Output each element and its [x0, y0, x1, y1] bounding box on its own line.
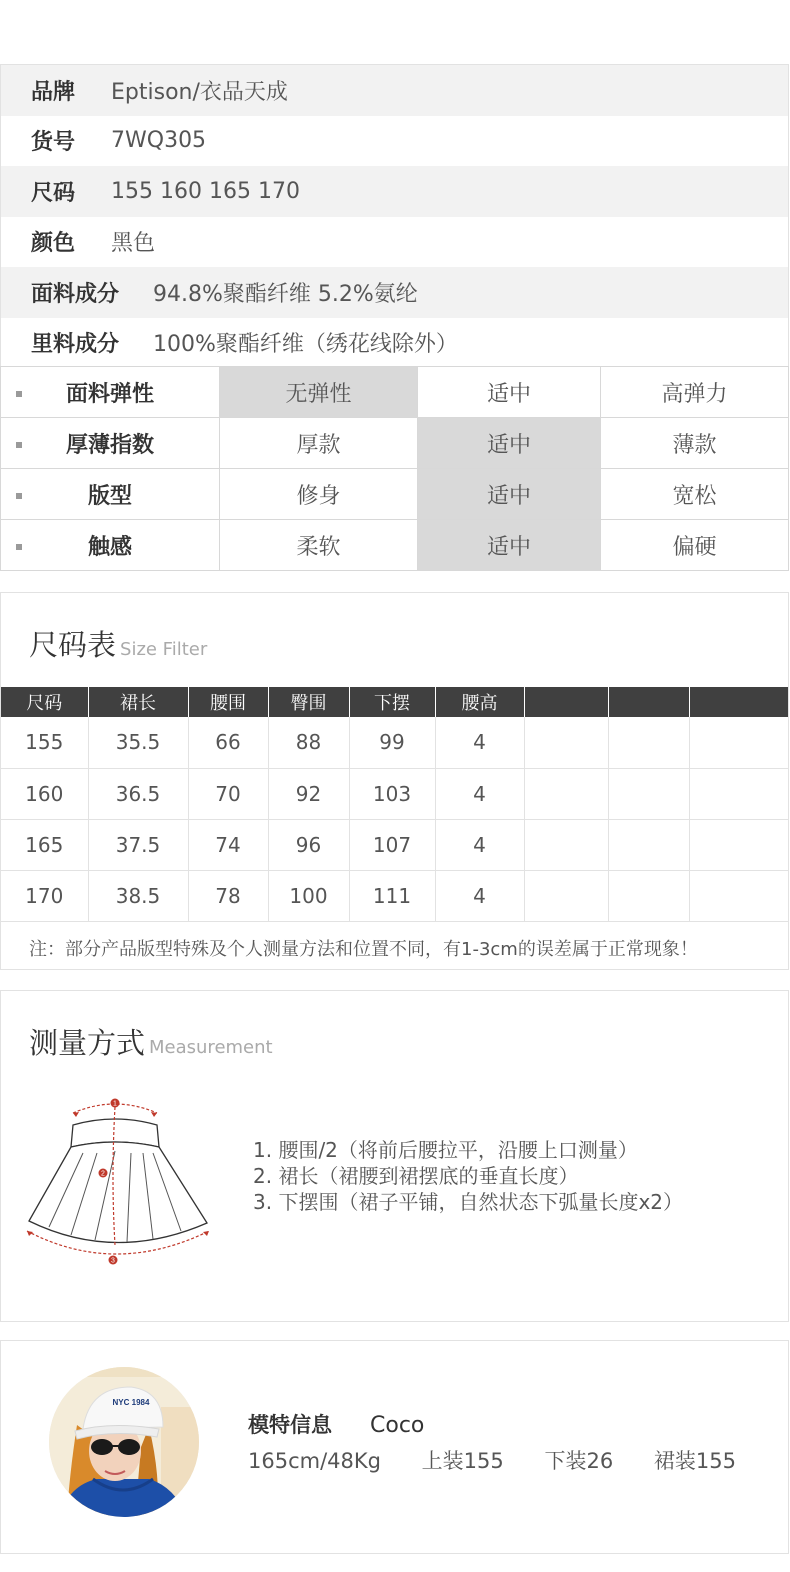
property-option: 薄款: [601, 418, 789, 469]
svg-text:2: 2: [101, 1170, 105, 1178]
bullet-icon: [16, 544, 22, 550]
table-cell: 155: [1, 717, 88, 768]
model-stats: [248, 1445, 770, 1475]
table-cell: 100: [268, 870, 349, 921]
measurement-step: 1. 腰围/2（将前后腰拉平，沿腰上口测量）: [253, 1138, 638, 1162]
model-label: 模特信息: [248, 1413, 332, 1437]
skirt-diagram: [23, 1097, 218, 1267]
property-row-elasticity: [1, 367, 789, 418]
property-option: 偏硬: [601, 520, 789, 571]
model-section: [0, 1340, 789, 1554]
table-cell: [689, 768, 788, 819]
table-cell: 35.5: [88, 717, 188, 768]
table-cell: 74: [188, 819, 268, 870]
property-option: 宽松: [601, 469, 789, 520]
table-cell: 70: [188, 768, 268, 819]
model-name: Coco: [370, 1413, 425, 1438]
measurement-steps: [253, 1137, 683, 1215]
info-value: 7WQ305: [111, 128, 207, 154]
info-key: 品牌: [31, 79, 76, 105]
table-row: [1, 717, 788, 768]
table-cell: 4: [435, 768, 524, 819]
property-label: 触感: [1, 520, 220, 571]
size-table-header: [1, 687, 788, 717]
info-value: 100%聚酯纤维（绣花线除外）: [153, 332, 458, 358]
property-label: 版型: [1, 469, 220, 520]
table-cell: 103: [349, 768, 435, 819]
size-chart-section: [0, 592, 789, 970]
column-header: 尺码: [1, 687, 88, 717]
table-cell: [608, 819, 689, 870]
product-info: [0, 64, 789, 368]
bullet-icon: [16, 493, 22, 499]
table-cell: 4: [435, 819, 524, 870]
property-option: 无弹性: [220, 367, 418, 418]
section-title: 测量方式 Measurement: [29, 1026, 273, 1060]
info-row-fabric: [1, 267, 788, 318]
model-height-weight: 165cm/48Kg: [248, 1449, 381, 1473]
table-cell: 38.5: [88, 870, 188, 921]
svg-text:1: 1: [113, 1100, 117, 1108]
table-cell: [689, 870, 788, 921]
column-header: 下摆: [349, 687, 435, 717]
svg-text:3: 3: [111, 1257, 115, 1265]
properties-table: [0, 366, 789, 571]
table-cell: [524, 717, 608, 768]
model-bottom-size: 下装26: [544, 1449, 614, 1473]
table-cell: 107: [349, 819, 435, 870]
info-row-size: [1, 166, 788, 217]
info-row-brand: [1, 65, 788, 116]
info-row-sku: [1, 116, 788, 167]
property-row-fit: [1, 469, 789, 520]
table-cell: 160: [1, 768, 88, 819]
info-key: 颜色: [31, 231, 76, 257]
measurement-step: 3. 下摆围（裙子平铺，自然状态下弧量长度x2）: [253, 1190, 683, 1214]
info-value: 94.8%聚酯纤维 5.2%氨纶: [153, 281, 418, 307]
section-title: 尺码表 Size Filter: [29, 628, 208, 662]
table-row: [1, 819, 788, 870]
property-row-thickness: [1, 418, 789, 469]
table-cell: 78: [188, 870, 268, 921]
table-cell: [608, 768, 689, 819]
table-cell: [524, 768, 608, 819]
property-row-feel: [1, 520, 789, 571]
info-key: 尺码: [31, 180, 76, 206]
table-cell: 170: [1, 870, 88, 921]
table-cell: [608, 870, 689, 921]
model-photo: [49, 1367, 199, 1517]
model-avatar: [49, 1367, 199, 1517]
property-option: 适中: [418, 418, 601, 469]
size-table: [1, 687, 788, 922]
measurement-section: [0, 990, 789, 1322]
table-row: [1, 768, 788, 819]
model-skirt-size: 裙装155: [653, 1449, 736, 1473]
column-header: 臀围: [268, 687, 349, 717]
column-header: [524, 687, 608, 717]
property-option: 适中: [418, 367, 601, 418]
table-cell: 96: [268, 819, 349, 870]
table-cell: 4: [435, 870, 524, 921]
property-label: 面料弹性: [1, 367, 220, 418]
property-option: 柔软: [220, 520, 418, 571]
info-key: 货号: [31, 130, 76, 156]
model-name-row: [248, 1409, 424, 1439]
info-value: 黑色: [111, 231, 156, 257]
table-cell: 88: [268, 717, 349, 768]
model-top-size: 上装155: [421, 1449, 504, 1473]
svg-text:NYC 1984: NYC 1984: [112, 1398, 150, 1407]
property-option: 厚款: [220, 418, 418, 469]
property-option: 修身: [220, 469, 418, 520]
size-note: 注：部分产品版型特殊及个人测量方法和位置不同，有1-3cm的误差属于正常现象！: [29, 939, 698, 960]
measurement-step: 2. 裙长（裙腰到裙摆底的垂直长度）: [253, 1164, 579, 1188]
table-cell: 92: [268, 768, 349, 819]
info-row-color: [1, 217, 788, 268]
table-cell: [524, 870, 608, 921]
table-row: [1, 870, 788, 921]
table-cell: 36.5: [88, 768, 188, 819]
table-cell: [524, 819, 608, 870]
column-header: [608, 687, 689, 717]
table-cell: 37.5: [88, 819, 188, 870]
property-option: 高弹力: [601, 367, 789, 418]
bullet-icon: [16, 442, 22, 448]
property-label: 厚薄指数: [1, 418, 220, 469]
info-value: Eptison/衣品天成: [111, 79, 288, 105]
table-cell: 4: [435, 717, 524, 768]
table-cell: [689, 819, 788, 870]
info-key: 里料成分: [31, 332, 120, 358]
table-cell: [689, 717, 788, 768]
column-header: 腰围: [188, 687, 268, 717]
table-cell: 66: [188, 717, 268, 768]
table-cell: 111: [349, 870, 435, 921]
property-option: 适中: [418, 520, 601, 571]
column-header: 裙长: [88, 687, 188, 717]
info-row-lining: [1, 318, 788, 369]
info-value: 155 160 165 170: [111, 178, 300, 204]
property-option: 适中: [418, 469, 601, 520]
info-key: 面料成分: [31, 281, 120, 307]
bullet-icon: [16, 391, 22, 397]
table-cell: [608, 717, 689, 768]
table-cell: 99: [349, 717, 435, 768]
column-header: 腰高: [435, 687, 524, 717]
column-header: [689, 687, 788, 717]
table-cell: 165: [1, 819, 88, 870]
